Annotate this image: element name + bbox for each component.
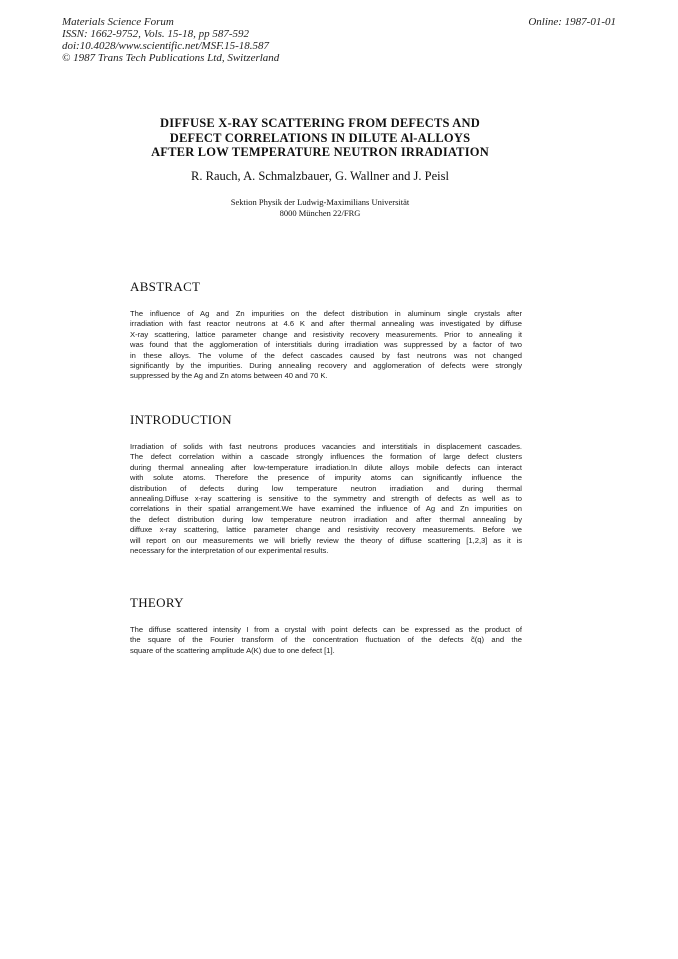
introduction-line: will report on our measurements we will briefly review the theory of diffuse scattering [1,2,3] as it is xyxy=(130,535,522,545)
authors: R. Rauch, A. Schmalzbauer, G. Wallner and J. Peisl xyxy=(191,169,449,183)
introduction-line: with solute atoms. Therefore the presence of impurity atoms can significantly influence the xyxy=(130,473,522,483)
abstract-heading: ABSTRACT xyxy=(130,279,201,294)
abstract-line: was found that the agglomeration of interstitials during irradiation was suppressed by a factor of two xyxy=(130,340,522,350)
journal-issn: ISSN: 1662-9752, Vols. 15-18, pp 587-592 xyxy=(62,28,249,40)
introduction-line: annealing.Diffuse x-ray scattering is sensitive to the symmetry and strength of defects as well as to xyxy=(130,493,522,503)
journal-copyright: © 1987 Trans Tech Publications Ltd, Switzerland xyxy=(62,52,280,64)
abstract-line: The influence of Ag and Zn impurities on the defect distribution in aluminum single crystals after xyxy=(130,309,522,318)
theory-heading: THEORY xyxy=(130,595,184,610)
abstract-line: suppressed by the Ag and Zn atoms between 40 and 70 K. xyxy=(130,371,328,381)
theory-body xyxy=(130,625,522,656)
theory-line: The diffuse scattered intensity I from a crystal with point defects can be expressed as the product of xyxy=(130,625,522,634)
abstract-line: in these alloys. The volume of the defect cascades caused by fast neutrons was not changed xyxy=(130,350,522,360)
theory-line: the square of the Fourier transform of the concentration fluctuation of the defects c̃(q) and the xyxy=(130,635,522,645)
abstract-line: significantly by the impurities. During annealing recovery and agglomeration of defects were strongly xyxy=(130,360,522,370)
affiliation xyxy=(100,197,540,218)
affiliation-line: Sektion Physik der Ludwig-Maximilians Universität xyxy=(230,197,410,207)
abstract-line: X-ray scattering, lattice parameter change and resistivity recovery measurements. Prior to annealing it xyxy=(130,329,522,339)
online-date: Online: 1987-01-01 xyxy=(528,16,616,28)
paper-title xyxy=(100,116,540,160)
introduction-line: correlations in their spatial arrangement.We have examined the influence of Ag and Zn impurities on xyxy=(130,504,522,514)
affiliation-line: 8000 München 22/FRG xyxy=(279,207,361,218)
journal-header xyxy=(62,16,279,64)
introduction-line: distribution of defects during low temperature neutron irradiation and during thermal xyxy=(130,483,522,493)
introduction-line: during thermal annealing after low-temperature irradiation.In dilute alloys mobile defects can interact xyxy=(130,462,522,472)
journal-doi: doi:10.4028/www.scientific.net/MSF.15-18.587 xyxy=(62,40,270,52)
introduction-heading: INTRODUCTION xyxy=(130,412,232,427)
abstract-body xyxy=(130,309,522,382)
title-line: AFTER LOW TEMPERATURE NEUTRON IRRADIATION xyxy=(151,145,489,159)
introduction-body xyxy=(130,442,522,556)
introduction-line: necessary for the interpretation of our experimental results. xyxy=(130,545,329,555)
abstract-line: irradiation with fast reactor neutrons at 4.6 K and after thermal annealing was investigated by diffuse xyxy=(130,319,522,329)
introduction-line: the defect distribution during low temperature neutron irradiation and after thermal annealing by xyxy=(130,514,522,524)
introduction-line: Irradiation of solids with fast neutrons produces vacancies and interstitials in displacement cascades. xyxy=(130,442,522,451)
title-line: DEFECT CORRELATIONS IN DILUTE Al-ALLOYS xyxy=(169,130,471,145)
introduction-line: The defect correlation within a cascade strongly influences the formation of large defect clusters xyxy=(130,452,522,462)
theory-line: square of the scattering amplitude A(K) due to one defect [1]. xyxy=(130,645,335,655)
introduction-line: diffuxe x-ray scattering, lattice parameter change and resistivity recovery measurements. Before we xyxy=(130,525,522,535)
title-line: DIFFUSE X-RAY SCATTERING FROM DEFECTS AND xyxy=(160,116,480,130)
journal-name: Materials Science Forum xyxy=(62,16,174,28)
